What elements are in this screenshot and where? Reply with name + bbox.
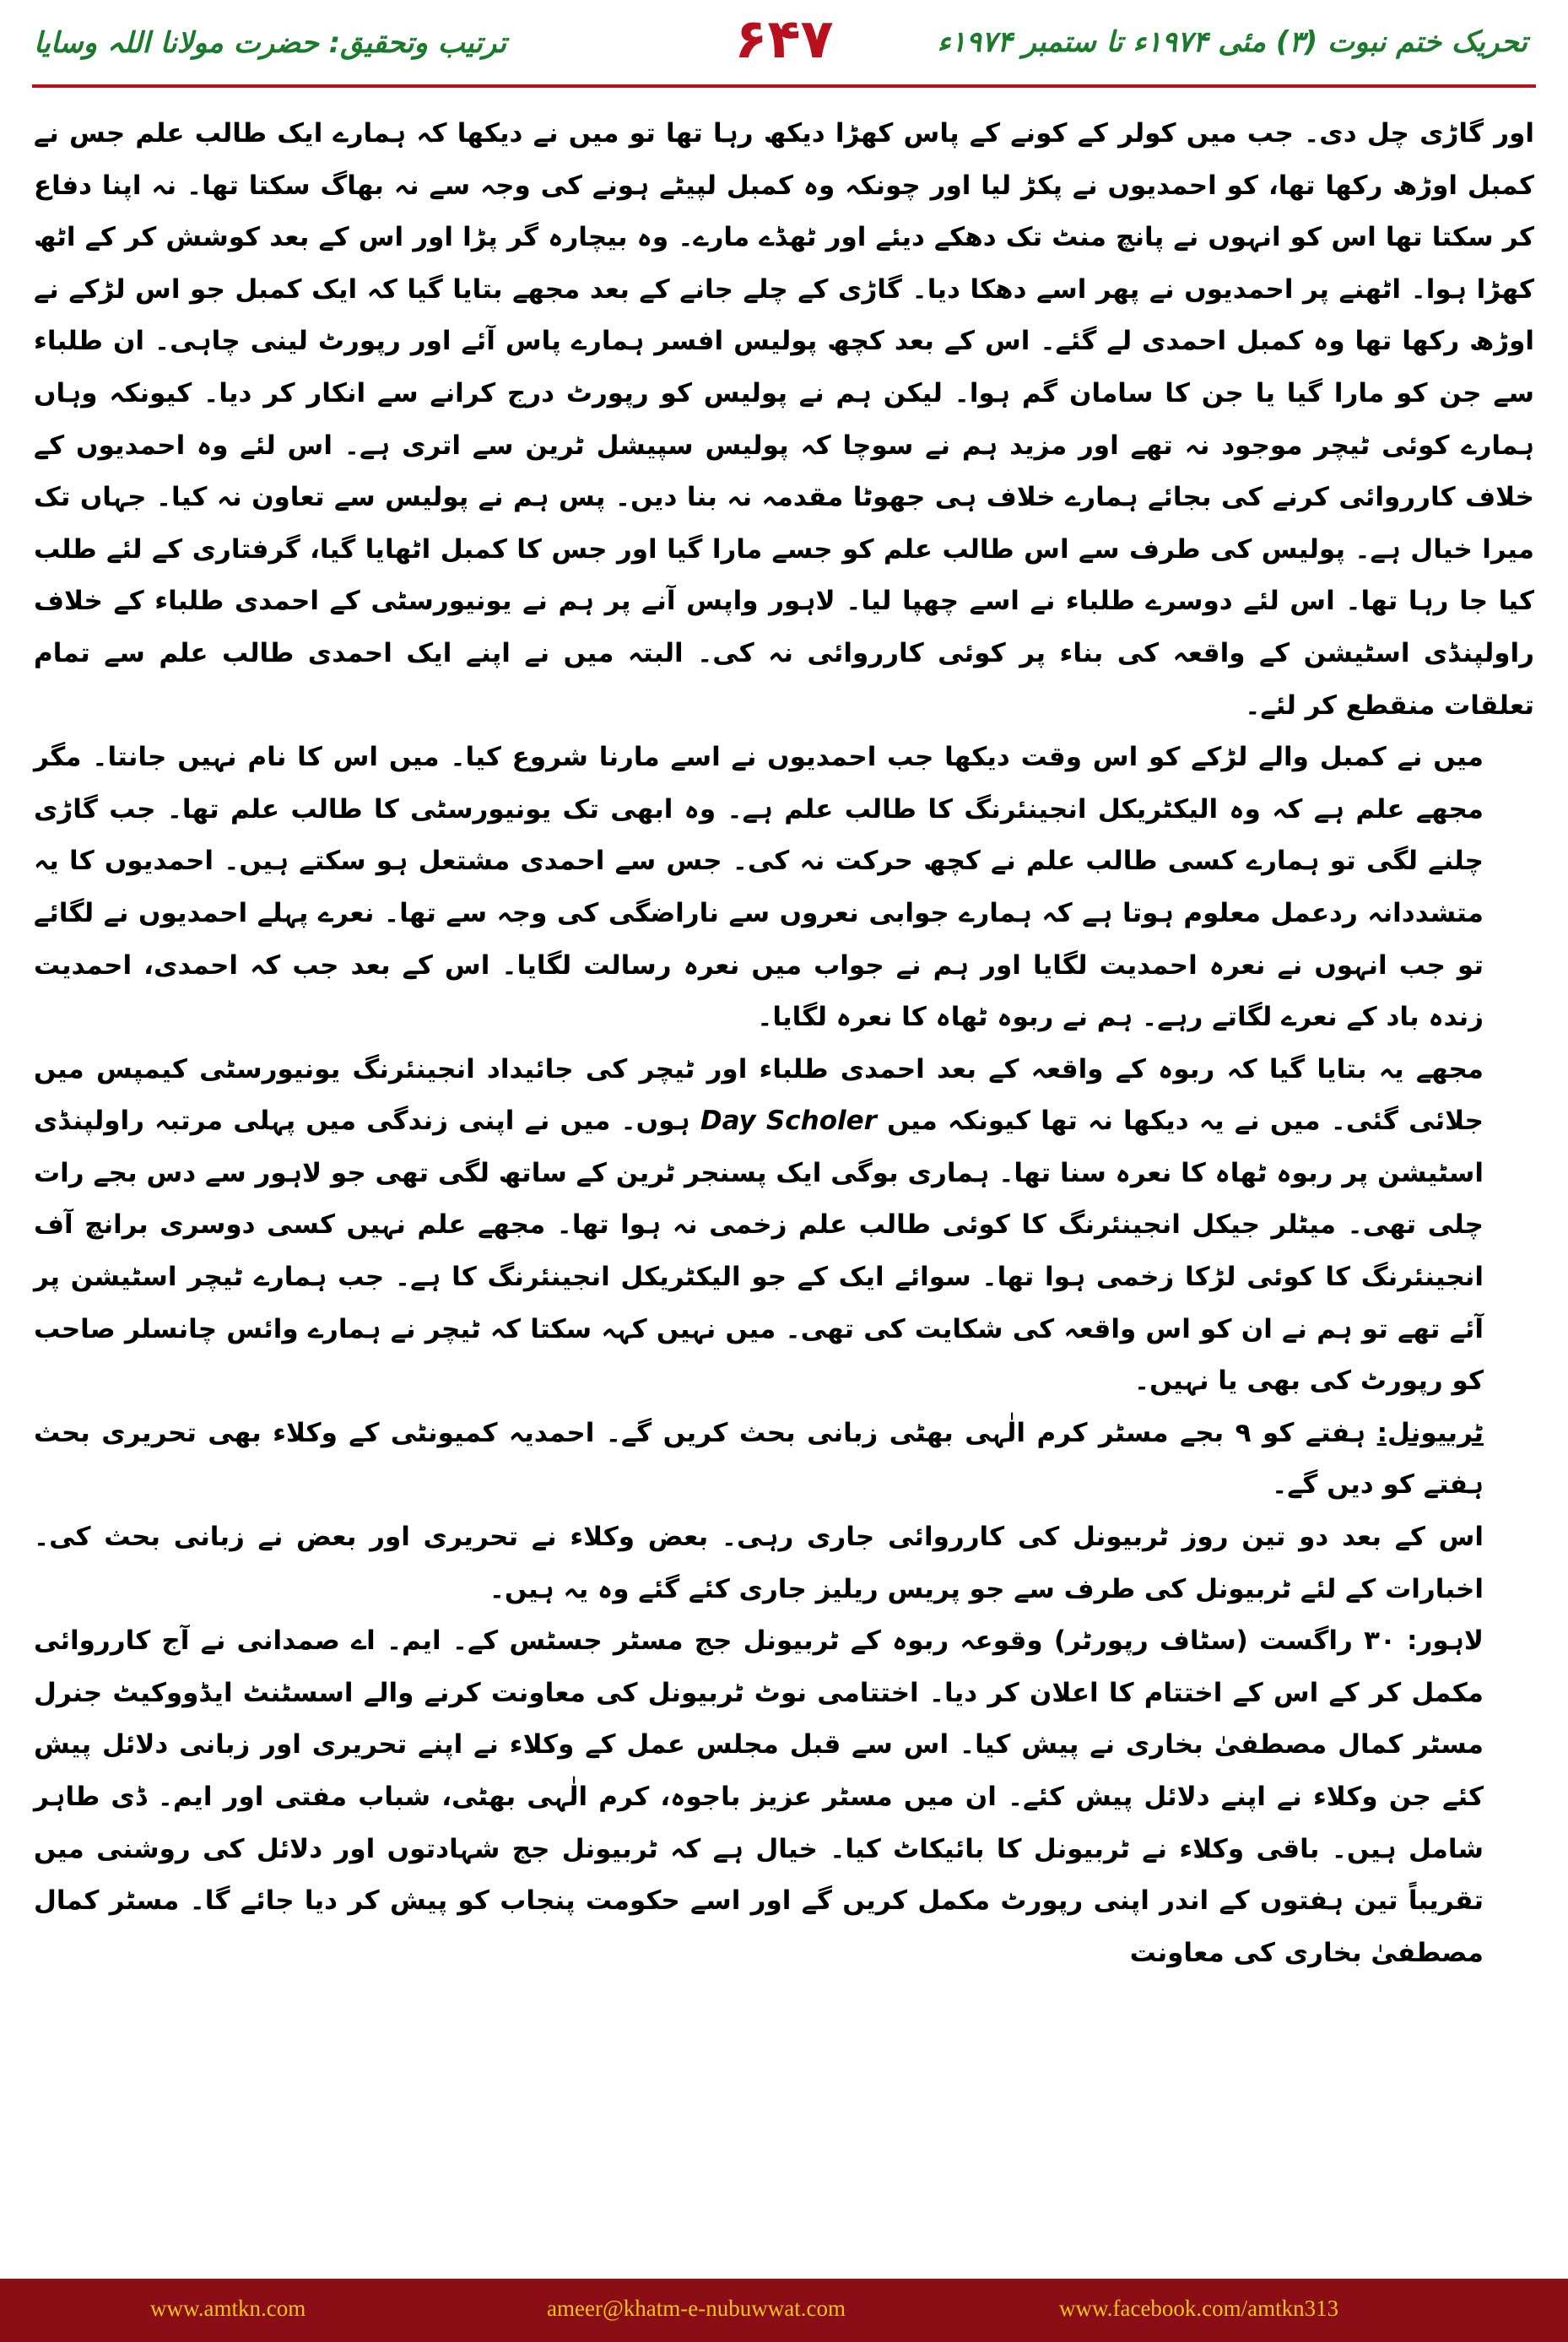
compiler-credit: ترتیب وتحقیق: حضرت مولانا اللہ وسایا (34, 26, 507, 60)
tribunal-paragraph (34, 1408, 1534, 1512)
paragraph: میں نے کمبل والے لڑکے کو اس وقت دیکھا جب احمدیوں نے اسے مارنا شروع کیا۔ میں اس کا نام نہیں جانتا۔ مگر مجھے علم ہے کہ وہ الیکٹریکل انجینئرنگ کا طالب علم ہے۔ وہ ابھی تک یونیورسٹی کا طالب علم تھا۔ جب گاڑی چلنے لگی تو ہمارے کسی طالب علم نے کچھ حرکت نہ کی۔ جس سے احمدی مشتعل ہو سکتے ہیں۔ احمدیوں کا یہ متشددانہ ردعمل معلوم ہوتا ہے کہ ہمارے جوابی نعروں سے ناراضگی کی وجہ سے تھا۔ نعرے پہلے احمدیوں نے لگائے تو جب انہوں نے نعرہ احمدیت لگایا اور ہم نے جواب میں نعرہ رسالت لگایا۔ اس کے بعد جب کہ احمدی، احمدیت زندہ باد کے نعرے لگاتے رہے۔ ہم نے ربوہ ٹھاہ کا نعرہ لگایا۔ (34, 742, 1484, 1033)
book-title: تحریک ختم نبوت (۳) مئی ۱۹۷۴ء تا ستمبر ۱۹۷۴ء (937, 25, 1527, 59)
paragraph: اور گاڑی چل دی۔ جب میں کولر کے کونے کے پاس کھڑا دیکھ رہا تھا تو میں نے دیکھا کہ ہمارے ایک طالب علم جس نے کمبل اوڑھ رکھا تھا، کو احمدیوں نے پکڑ لیا اور چونکہ وہ کمبل لپیٹے ہونے کی وجہ سے نہ بھاگ سکتا تھا۔ نہ اپنا دفاع کر سکتا تھا اس کو انہوں نے پانچ منٹ تک دھکے دیئے اور ٹھڈے مارے۔ وہ بیچارہ گر پڑا اور اس کے بعد کوشش کر کے اٹھ کھڑا ہوا۔ اٹھنے پر احمدیوں نے پھر اسے دھکا دیا۔ گاڑی کے چلے جانے کے بعد مجھے بتایا گیا کہ ایک کمبل جو اس لڑکے نے اوڑھ رکھا تھا وہ کمبل احمدی لے گئے۔ اس کے بعد کچھ پولیس افسر ہمارے پاس آئے اور رپورٹ لینی چاہی۔ ان طلباء سے جن کو مارا گیا یا جن کا سامان گم ہوا۔ لیکن ہم نے پولیس کو رپورٹ درج کرانے سے انکار کر دیا۔ کیونکہ وہاں ہمارے کوئی ٹیچر موجود نہ تھے اور مزید ہم نے سوچا کہ پولیس سپیشل ٹرین سے اتری ہے۔ اس لئے وہ احمدیوں کے خلاف کارروائی کرنے کی بجائے ہمارے خلاف ہی جھوٹا مقدمہ نہ بنا دیں۔ پس ہم نے پولیس سے تعاون نہ کیا۔ جہاں تک میرا خیال ہے۔ پولیس کی طرف سے اس طالب علم کو جسے مارا گیا اور جس کا کمبل اٹھایا گیا، گرفتاری کے لئے طلب کیا جا رہا تھا۔ اس لئے دوسرے طلباء نے اسے چھپا لیا۔ لاہور واپس آنے پر ہم نے یونیورسٹی کے احمدی طلباء کے خلاف راولپنڈی اسٹیشن کے واقعہ کی بناء پر کوئی کارروائی نہ کی۔ البتہ میں نے اپنے ایک احمدی طالب علم سے تمام تعلقات منقطع کر لئے۔ (34, 118, 1534, 721)
facebook-link[interactable]: www.facebook.com/amtkn313 (1059, 2296, 1339, 2321)
page-footer (0, 2279, 1568, 2342)
paragraph-text: ہوں۔ میں نے اپنی زندگی میں پہلی مرتبہ راولپنڈی اسٹیشن پر ربوہ ٹھاہ کا نعرہ سنا تھا۔ ہماری بوگی ایک پسنجر ٹرین کے ساتھ لگی تھی جو لاہور سے دس بجے رات چلی تھی۔ میٹلر جیکل انجینئرنگ کا کوئی طالب علم زخمی نہ ہوا تھا۔ مجھے علم نہیں کسی دوسری برانچ آف انجینئرنگ کا کوئی لڑکا زخمی ہوا تھا۔ سوائے ایک کے جو الیکٹریکل انجینئرنگ کا ہے۔ جب ہمارے ٹیچر اسٹیشن پر آئے تھے تو ہم نے ان کو اس واقعہ کی شکایت کی تھی۔ میں نہیں کہہ سکتا کہ ٹیچر نے ہمارے وائس چانسلر صاحب کو رپورٹ کی بھی یا نہیں۔ (34, 1106, 1484, 1397)
paragraph-text: مجھے یہ بتایا گیا کہ ربوہ کے واقعہ کے بعد احمدی طلباء اور ٹیچر کی جائیداد انجینئرنگ یونیورسٹی کیمپس میں جلائی گئی۔ میں نے یہ دیکھا نہ تھا کیونکہ میں (34, 1053, 1484, 1137)
website-link[interactable]: www.amtkn.com (150, 2296, 306, 2321)
page-header (0, 0, 1568, 93)
tribunal-text: ہفتے کو ۹ بجے مسٹر کرم الٰہی بھٹی زبانی بحث کریں گے۔ احمدیہ کمیونٹی کے وکلاء بھی تحریری بحث ہفتے کو دیں گے۔ (34, 1417, 1484, 1501)
paragraph (34, 1044, 1534, 1408)
page-number: ۶۴۷ (734, 8, 834, 71)
email-link[interactable]: ameer@khatm-e-nubuwwat.com (547, 2296, 846, 2321)
paragraph: لاہور: ۳۰ راگست (سٹاف رپورٹر) وقوعہ ربوہ کے ٹربیونل جج مسٹر جسٹس کے۔ ایم۔ اے صمدانی نے آج کارروائی مکمل کر کے اس کے اختتام کا اعلان کر دیا۔ اختتامی نوٹ ٹربیونل کی معاونت کرنے والے اسسٹنٹ ایڈووکیٹ جنرل مسٹر کمال مصطفیٰ بخاری نے پیش کیا۔ اس سے قبل مجلس عمل کے وکلاء نے اپنے تحریری اور زبانی دلائل پیش کئے جن وکلاء نے اپنے دلائل پیش کئے۔ ان میں مسٹر عزیز باجوہ، کرم الٰہی بھٹی، شباب مفتی اور ایم۔ ڈی طاہر شامل ہیں۔ باقی وکلاء نے ٹربیونل کا بائیکاٹ کیا۔ خیال ہے کہ ٹربیونل جج شہادتوں اور دلائل کی روشنی میں تقریباً تین ہفتوں کے اندر اپنی رپورٹ مکمل کریں گے اور اسے حکومت پنجاب کو پیش کر دیا جائے گا۔ مسٹر کمال مصطفیٰ بخاری کی معاونت (34, 1625, 1484, 1968)
tribunal-label: ٹربیونل: (1376, 1417, 1484, 1448)
paragraph: اس کے بعد دو تین روز ٹربیونل کی کارروائی جاری رہی۔ بعض وکلاء نے تحریری اور بعض نے زبانی بحث کی۔ اخبارات کے لئے ٹربیونل کی طرف سے جو پریس ریلیز جاری کئے گئے وہ یہ ہیں۔ (34, 1522, 1484, 1604)
header-divider (32, 84, 1536, 88)
english-term: Day Scholer (700, 1106, 877, 1137)
page-body (34, 108, 1534, 1979)
